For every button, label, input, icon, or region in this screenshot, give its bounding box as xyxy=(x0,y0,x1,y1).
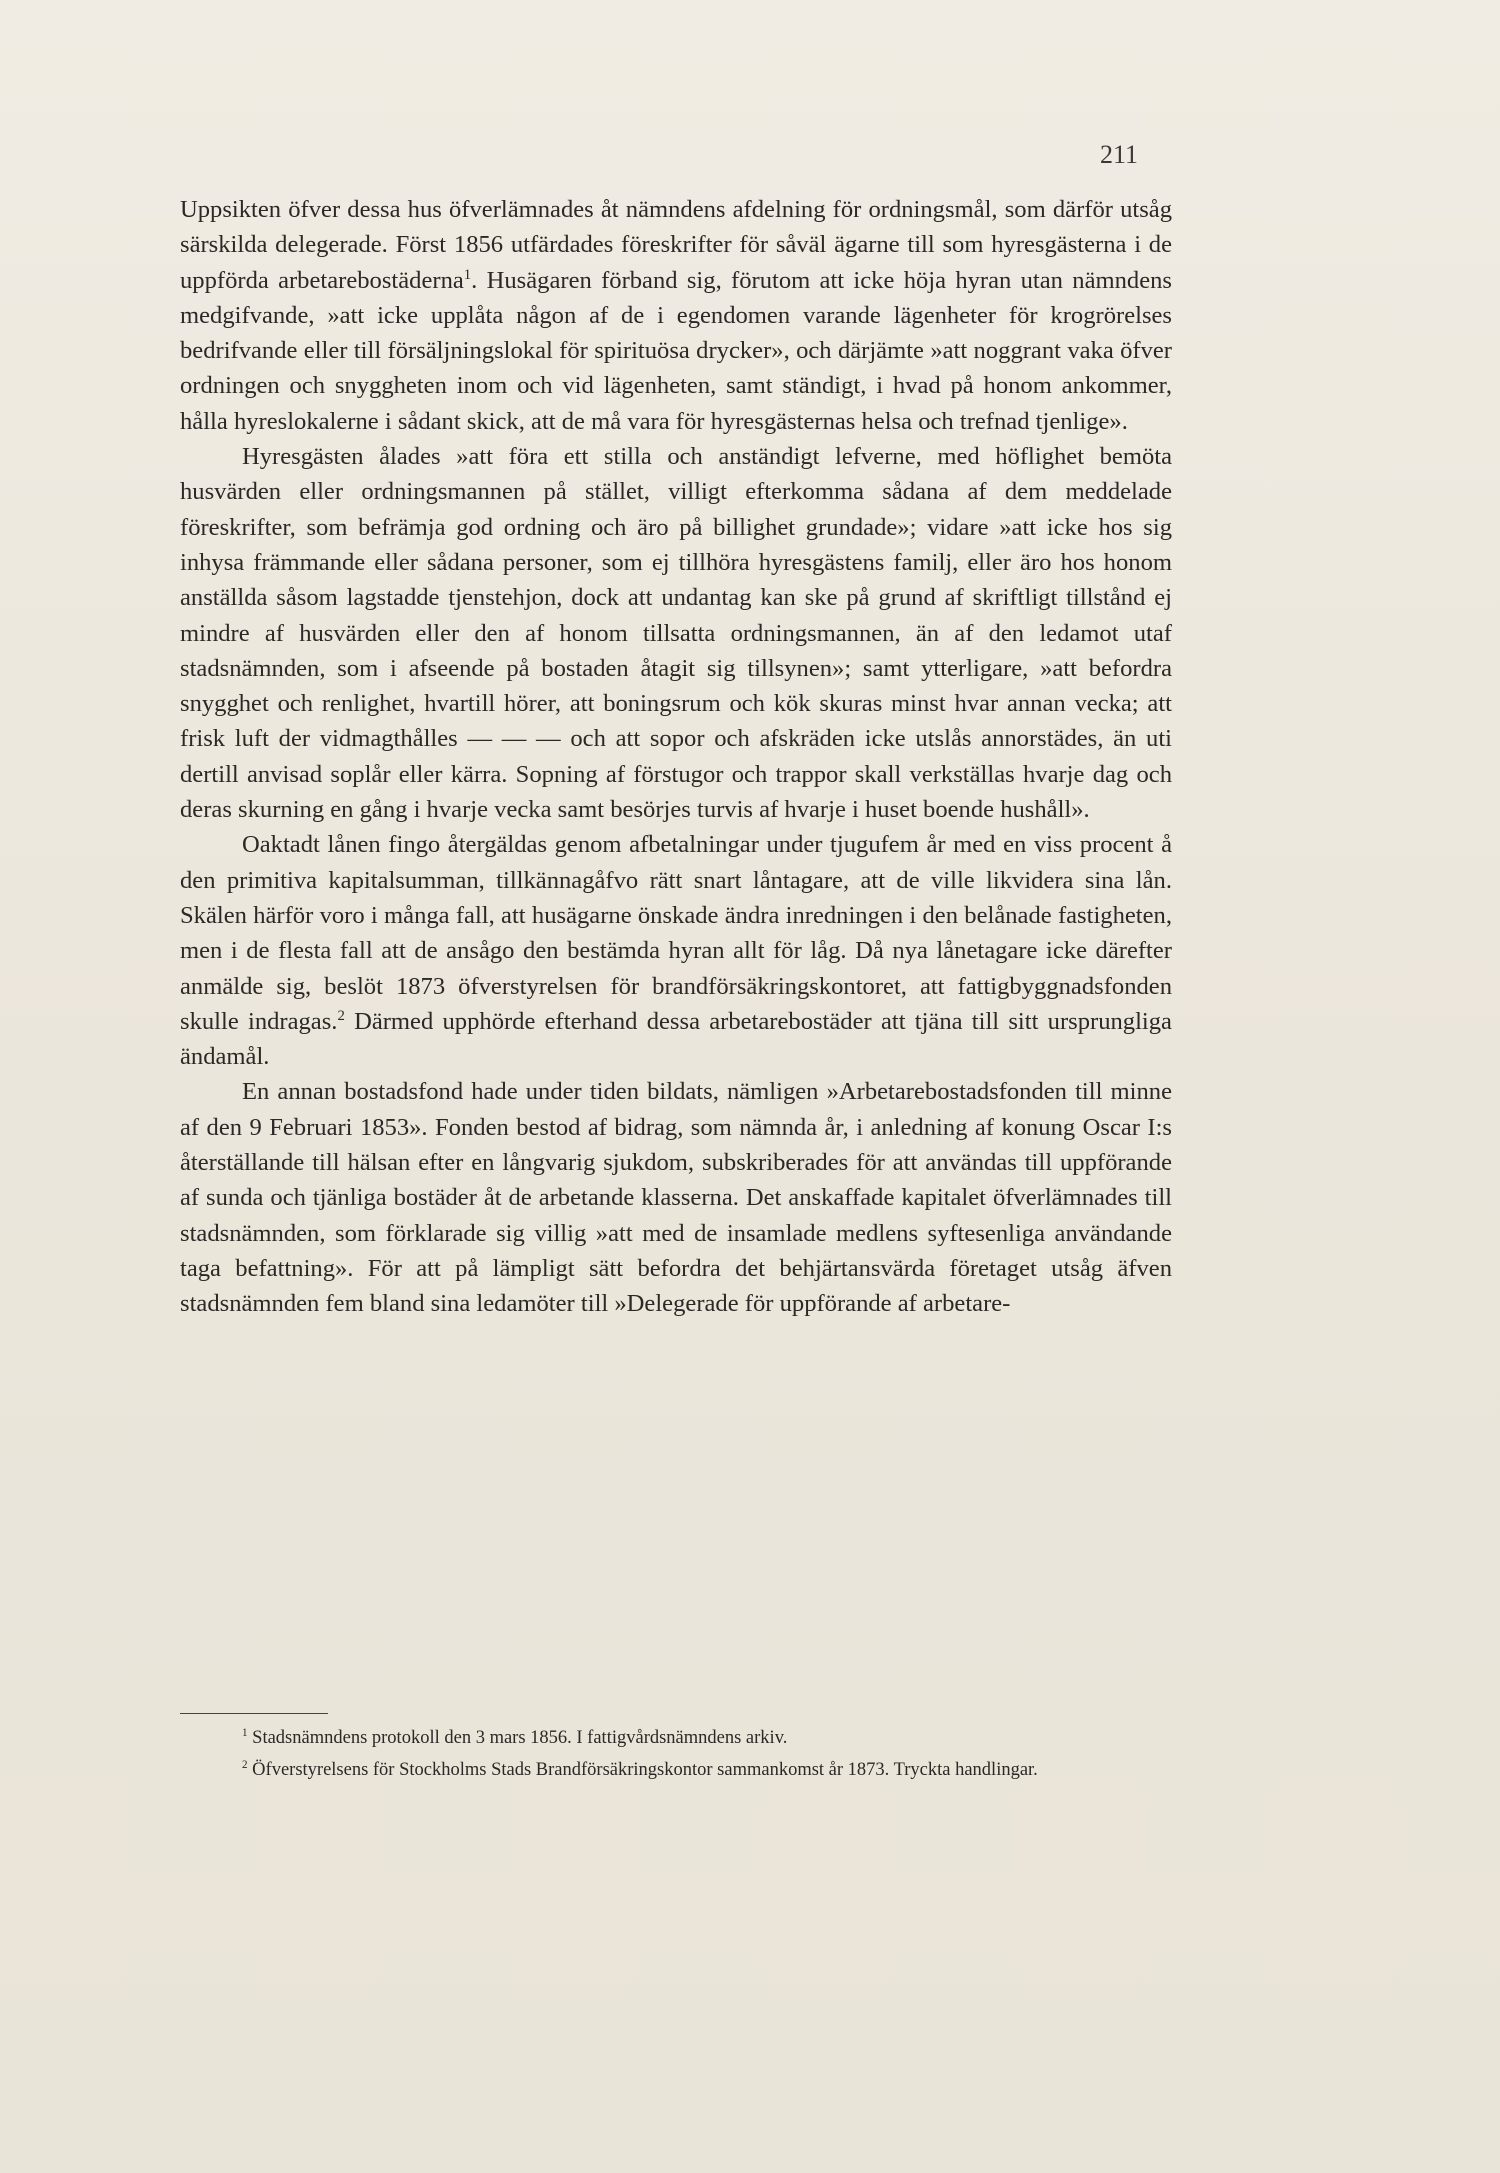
footnotes xyxy=(180,1722,1172,1786)
footnote-1 xyxy=(180,1722,1172,1754)
footnote-divider xyxy=(180,1713,328,1714)
body-text xyxy=(180,192,1172,1322)
paragraph-3-text: Oaktadt lånen fingo återgäldas genom afbetalningar under tjugufem år med en viss procent å den primitiva kapitalsumman, tillkännagåfvo rätt snart låntagare, att de ville likvidera sina lån. Skälen härför voro i många fall, att husägarne önskade ändra inredningen i den belånade fastigheten, men i de flesta fall att de ansågo den bestämda hyran allt för låg. Då nya lånetagare icke därefter anmälde sig, beslöt 1873 öfverstyrelsen för brandförsäkringskontoret, att fattigbyggnadsfonden skulle indragas. xyxy=(180,831,1172,1035)
footnote-2-text: Öfverstyrelsens för Stockholms Stads Brandförsäkringskontor sammankomst år 1873. Tryckta handlingar. xyxy=(252,1760,1038,1780)
paragraph-3-continuation: Därmed upphörde efterhand dessa arbetarebostäder att tjäna till sitt ursprungliga ändamål. xyxy=(180,1007,1172,1071)
footnote-mark-1: 1 xyxy=(242,1726,248,1739)
paragraph-2: Hyresgästen ålades »att föra ett stilla och anständigt lefverne, med höflighet bemöta husvärden eller ordningsmannen på stället, villigt efterkomma sådana af dem meddelade föreskrifter, som befrämja god ordning och äro på billighet grundade»; vidare »att icke hos sig inhysa främmande eller sådana personer, som ej tillhöra hyresgästens familj, eller äro hos honom anställda såsom lagstadde tjenstehjon, dock att undantag kan ske på grund af skriftligt tillstånd ej mindre af husvärden eller den af honom tillsatta ordningsmannen, än af den ledamot utaf stadsnämnden, som i afseende på bostaden åtagit sig tillsynen»; samt ytterligare, »att befordra snygghet och renlighet, hvartill hörer, att boningsrum och kök skuras minst hvar annan vecka; att frisk luft der vidmagthålles — — — och att sopor och afskräden icke utslås annorstädes, än uti dertill anvisad soplår eller kärra. Sopning af förstugor och trappor skall verkställas hvarje dag och deras skurning en gång i hvarje vecka samt besörjes turvis af hvarje i huset boende hushåll». xyxy=(180,443,1172,824)
paragraph-1-text: Uppsikten öfver dessa hus öfverlämnades åt nämndens afdelning för ordningsmål, som därför utsåg särskilda delegerade. Först 1856 utfärdades föreskrifter för såväl ägarne till som hyresgästerna i de uppförda arbetarebostäderna xyxy=(180,196,1172,294)
footnote-1-text: Stadsnämndens protokoll den 3 mars 1856. I fattigvårdsnämndens arkiv. xyxy=(252,1728,788,1748)
paragraph-1-continuation: . Husägaren förband sig, förutom att icke höja hyran utan nämndens medgifvande, »att icke upplåta någon af de i egendomen varande lägenheter för krogrörelses bedrifvande eller till försäljningslokal för spirituösa drycker», och därjämte »att noggrant vaka öfver ordningen och snyggheten inom och vid lägenheten, samt ständigt, i hvad på honom ankommer, hålla hyreslokalerne i sådant skick, att de må vara för hyresgästernas helsa och trefnad tjenlige». xyxy=(180,266,1172,435)
paragraph-3 xyxy=(180,827,1172,1074)
footnote-ref-1: 1 xyxy=(463,266,472,283)
footnote-2 xyxy=(180,1754,1172,1786)
footnote-ref-2: 2 xyxy=(337,1007,345,1024)
paragraph-1 xyxy=(180,192,1172,439)
footnote-mark-2: 2 xyxy=(242,1758,248,1771)
page-number: 211 xyxy=(1099,140,1138,169)
paragraph-4: En annan bostadsfond hade under tiden bildats, nämligen »Arbetarebostadsfonden till minne af den 9 Februari 1853». Fonden bestod af bidrag, som nämnda år, i anledning af konung Oscar I:s återställande till hälsan efter en långvarig sjukdom, subskriberades för att användas till uppförande af sunda och tjänliga bostäder åt de arbetande klasserna. Det anskaffade kapitalet öfverlämnades till stadsnämnden, som förklarade sig villig »att med de insamlade medlens syftesenliga användande taga befattning». För att på lämpligt sätt befordra det behjärtansvärda företaget utsåg äfven stadsnämnden fem bland sina ledamöter till »Delegerade för uppförande af arbetare- xyxy=(180,1078,1172,1318)
